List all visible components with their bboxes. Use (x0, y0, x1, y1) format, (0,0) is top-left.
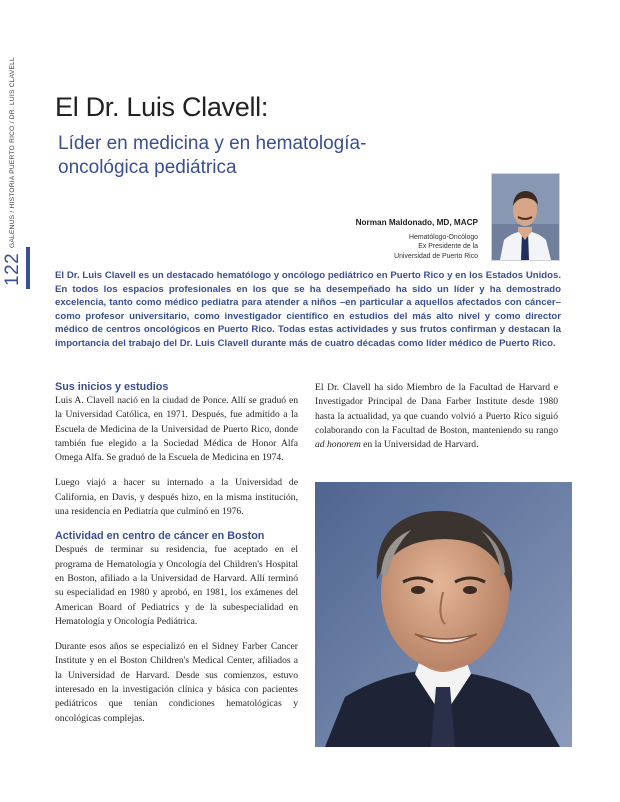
author-role-line: Universidad de Puerto Rico (394, 252, 478, 260)
page-number: 122 (2, 252, 23, 286)
body-paragraph: Luego viajó a hacer su internado a la Universidad de California, en Davis, y después hizo, en la misma institución, una residencia en Pediatría que culminó en 1976. (55, 477, 298, 518)
author-name: Norman Maldonado, MD, MACP (355, 218, 478, 227)
subject-portrait-illustration (315, 482, 572, 747)
body-paragraph: Después de terminar su residencia, fue aceptado en el programa de Hematología y Oncología del Children's Hospital en Boston, afiliado a la Universidad de Harvard. Allí terminó su especialidad en 1980 y aprobó, en 1981, los exámenes del American Board of Pediatrics y de la subespecialidad en Hematología y Oncología Pediátrica. (55, 544, 298, 627)
page-accent-bar (26, 247, 30, 289)
author-photo (491, 173, 560, 261)
running-header (9, 57, 25, 248)
author-role-line: Hematólogo-Oncólogo (409, 234, 478, 241)
article-subtitle: Líder en medicina y en hematología-oncológica pediátrica (58, 133, 367, 178)
section-heading-boston: Actividad en centro de cáncer en Boston (55, 530, 265, 543)
body-paragraph: Durante esos años se especializó en el Sidney Farber Cancer Institute y en el Boston Children's Medical Center, afiliados a la Universidad de Harvard. Desde sus comienzos, estuvo interesado en la investigación clínica y básica con pacientes pediátricos que tenían condiciones hematológicas y oncológicas complejas. (55, 641, 298, 724)
body-paragraph: Luis A. Clavell nació en la ciudad de Ponce. Allí se graduó en la Universidad Católica, en 1971. Después, fue admitido a la Escuela de Medicina de la Universidad de Puerto Rico, donde también fue elegido a la Sociedad Médica de Honor Alfa Omega Alfa. Se graduó de la Escuela de Medicina en 1974. (55, 395, 298, 464)
running-header-text: GALENUS / HISTORIA PUERTO RICO / DR. LUIS CLAVELL (9, 57, 16, 248)
column-left (55, 381, 298, 737)
section-heading-early-life: Sus inicios y estudios (55, 381, 169, 393)
author-role (394, 233, 478, 261)
harvard-text-end: en la Universidad de Harvard. (360, 439, 479, 451)
lead-paragraph: El Dr. Luis Clavell es un destacado hematólogo y oncólogo pediátrico en Puerto Rico y en los Estados Unidos. En todos los espacios profesionales en los que se ha desempeñado ha sido un líder y ha demostrado excelencia, tanto como médico pediatra para atender a niños –en particular a aquellos afectados con cáncer– como profesor universitario, como investigador científico en estudios del más alto nivel y como director médico de centros oncológicos en Puerto Rico. Todas estas actividades y sus frutos confirman y destacan la importancia del trabajo del Dr. Luis Clavell durante más de cuatro décadas como líder médico de Puerto Rico. (55, 270, 561, 349)
author-portrait-illustration (492, 174, 559, 260)
column-right (315, 381, 558, 463)
subject-photo (315, 482, 572, 747)
harvard-text-italic: ad honorem (315, 439, 361, 451)
body-paragraph-harvard (315, 381, 558, 452)
page-sidebar (0, 0, 31, 802)
article-title: El Dr. Luis Clavell: (55, 92, 269, 122)
author-role-line: Ex Presidente de la (418, 243, 478, 251)
harvard-text-start: El Dr. Clavell ha sido Miembro de la Facultad de Harvard e Investigador Principal de Dana Farber Institute desde 1980 hasta la actualidad, ya que cuando volvió a Puerto Rico siguió colaborando con la Facultad de Boston, manteniendo su rango (315, 382, 558, 436)
